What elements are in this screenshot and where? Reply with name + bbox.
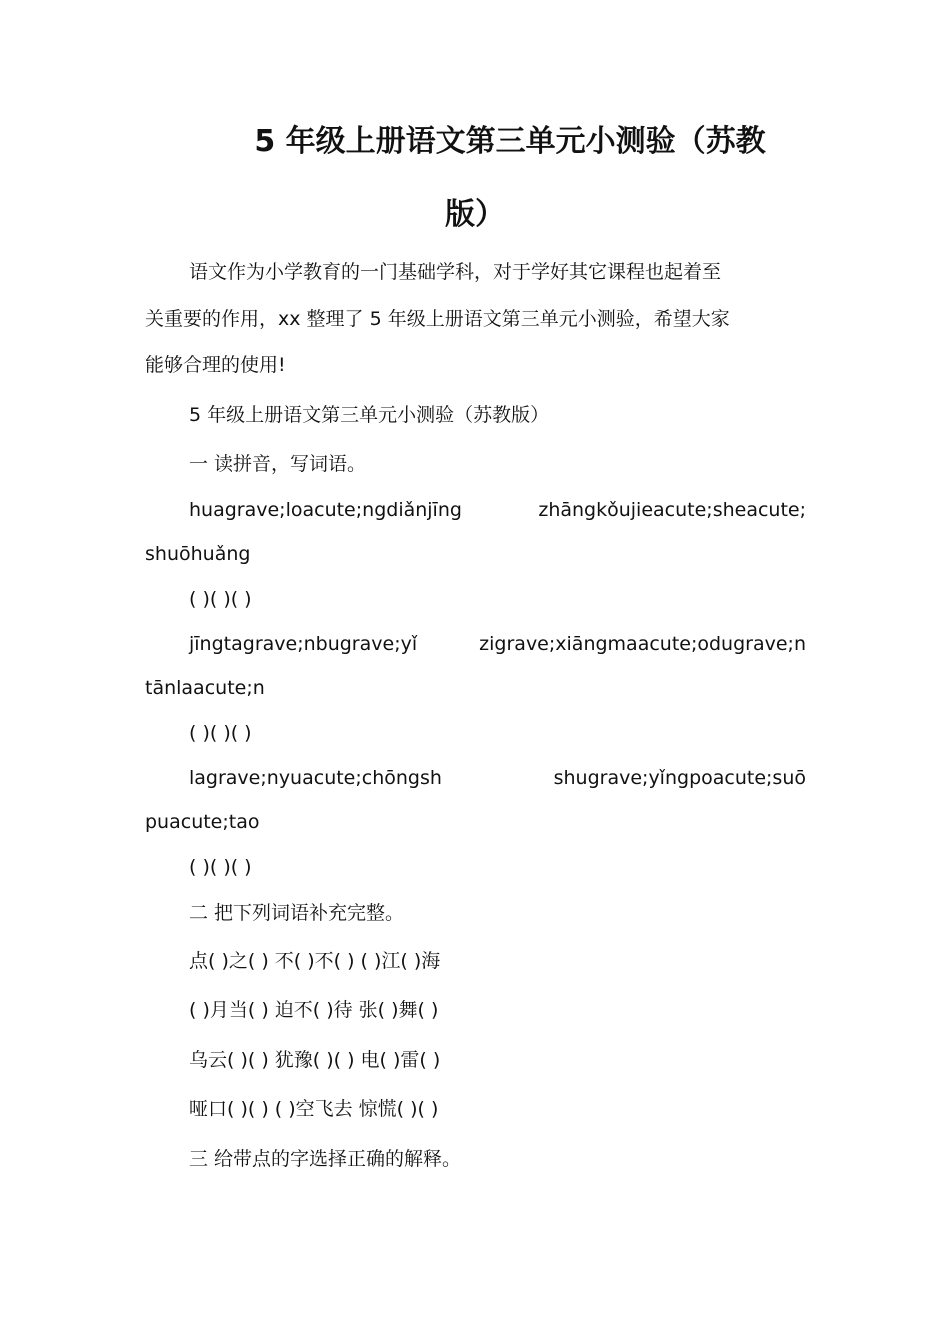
pinyin-row-3-continuation: puacute;tao — [145, 811, 260, 833]
section-1-heading: 一 读拼音，写词语。 — [189, 453, 367, 475]
intro-line-3: 能够合理的使用! — [145, 354, 286, 376]
fill-in-line-4: 哑口( )( ) ( )空飞去 惊慌( )( ) — [189, 1098, 439, 1120]
intro-line-2: 关重要的作用，xx 整理了 5 年级上册语文第三单元小测验，希望大家 — [145, 308, 730, 330]
answer-blanks-3: ( )( )( ) — [189, 856, 252, 878]
fill-in-line-3: 乌云( )( ) 犹豫( )( ) 电( )雷( ) — [189, 1049, 441, 1071]
section-2-heading: 二 把下列词语补充完整。 — [189, 902, 405, 924]
intro-line-1: 语文作为小学教育的一门基础学科，对于学好其它课程也起着至 — [189, 261, 722, 283]
pinyin-row-1-right: zhāngkǒujieacute;sheacute; — [538, 499, 806, 521]
fill-in-line-2: ( )月当( ) 迫不( )待 张( )舞( ) — [189, 999, 439, 1021]
pinyin-row-1-left: huagrave;loacute;ngdiǎnjīng — [189, 499, 462, 521]
fill-in-line-1: 点( )之( ) 不( )不( ) ( )江( )海 — [189, 950, 441, 972]
pinyin-row-1-continuation: shuōhuǎng — [145, 543, 251, 565]
answer-blanks-2: ( )( )( ) — [189, 722, 252, 744]
pinyin-row-3-right: shugrave;yǐngpoacute;suō — [553, 767, 806, 789]
pinyin-row-2-right: zigrave;xiāngmaacute;odugrave;n — [479, 633, 806, 655]
subtitle: 5 年级上册语文第三单元小测验（苏教版） — [189, 404, 550, 426]
pinyin-row-3-left: lagrave;nyuacute;chōngsh — [189, 767, 442, 789]
pinyin-row-2-left: jīngtagrave;nbugrave;yǐ — [189, 633, 418, 655]
document-title-line-1: 5 年级上册语文第三单元小测验（苏教 — [254, 124, 766, 159]
pinyin-row-3 — [189, 765, 806, 791]
section-3-heading: 三 给带点的字选择正确的解释。 — [189, 1148, 462, 1170]
pinyin-row-2-continuation: tānlaacute;n — [145, 677, 265, 699]
document-title-line-2: 版） — [445, 197, 505, 232]
answer-blanks-1: ( )( )( ) — [189, 588, 252, 610]
pinyin-row-1 — [189, 497, 806, 523]
pinyin-row-2 — [189, 631, 806, 657]
